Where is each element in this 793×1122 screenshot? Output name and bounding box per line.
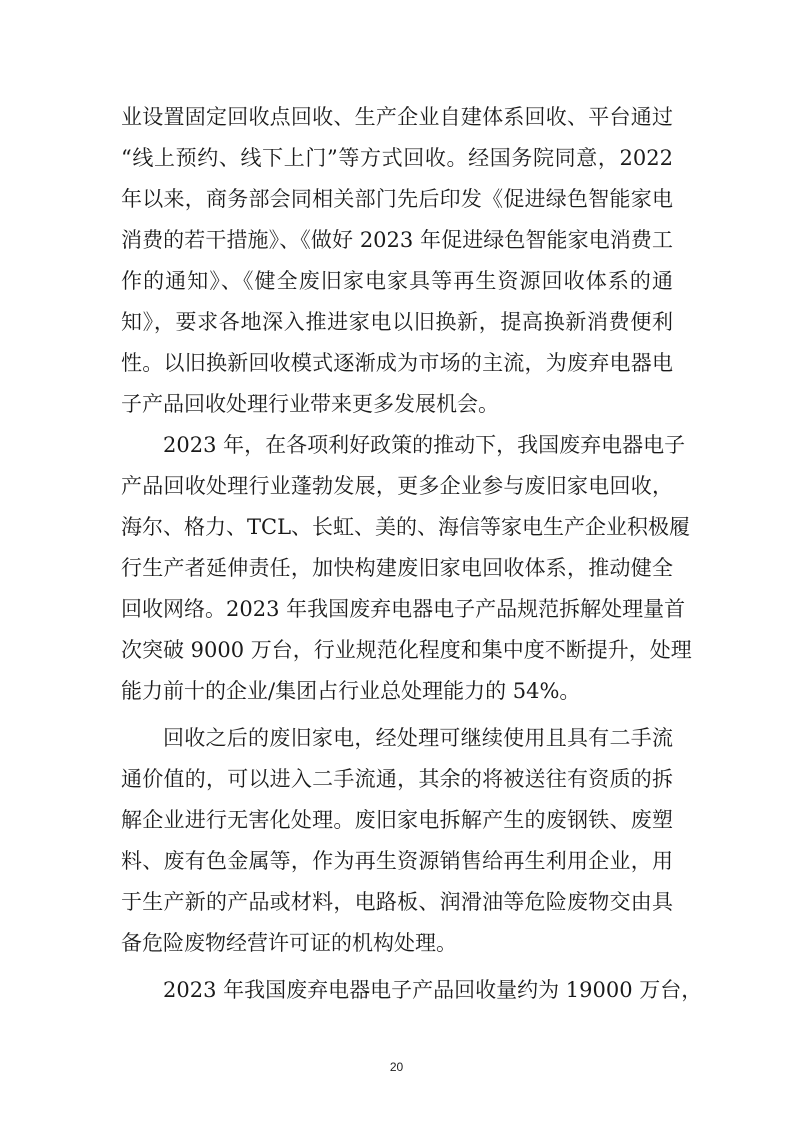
paragraph-1-line-7: 性。以旧换新回收模式逐渐成为市场的主流，为废弃电器电: [121, 351, 673, 375]
paragraph-1-line-5: 作的通知》、《健全废旧家电家具等再生资源回收体系的通: [121, 269, 673, 293]
paragraph-1-line-6: 知》，要求各地深入推进家电以旧换新，提高换新消费便利: [121, 310, 673, 334]
page-number: 20: [389, 1060, 404, 1074]
paragraph-2-line-2: 产品回收处理行业蓬勃发展，更多企业参与废旧家电回收，: [121, 474, 673, 498]
paragraph-2-line-1: 2023 年，在各项利好政策的推动下，我国废弃电器电子: [163, 433, 686, 457]
paragraph-2-line-6: 次突破 9000 万台，行业规范化程度和集中度不断提升，处理: [121, 638, 692, 662]
paragraph-4-line-1: 2023 年我国废弃电器电子产品回收量约为 19000 万台，: [163, 978, 703, 1002]
paragraph-3-line-2: 通价值的，可以进入二手流通，其余的将被送往有资质的拆: [121, 767, 673, 791]
paragraph-2-line-4: 行生产者延伸责任，加快构建废旧家电回收体系，推动健全: [121, 556, 673, 580]
paragraph-3-line-4: 料、废有色金属等，作为再生资源销售给再生利用企业，用: [121, 849, 673, 873]
paragraph-1-line-1: 业设置固定回收点回收、生产企业自建体系回收、平台通过: [121, 105, 673, 129]
paragraph-2-line-7: 能力前十的企业/集团占行业总处理能力的 54%。: [121, 679, 581, 703]
paragraph-3-line-1: 回收之后的废旧家电，经处理可继续使用且具有二手流: [163, 726, 673, 750]
paragraph-1-line-2: “线上预约、线下上门”等方式回收。经国务院同意，2022: [121, 146, 673, 170]
paragraph-3-line-3: 解企业进行无害化处理。废旧家电拆解产生的废钢铁、废塑: [121, 808, 673, 832]
paragraph-1-line-3: 年以来，商务部会同相关部门先后印发《促进绿色智能家电: [121, 187, 673, 211]
paragraph-1-line-8: 子产品回收处理行业带来更多发展机会。: [121, 392, 499, 416]
paragraph-3-line-6: 备危险废物经营许可证的机构处理。: [121, 931, 457, 955]
paragraph-3-line-5: 于生产新的产品或材料，电路板、润滑油等危险废物交由具: [121, 890, 673, 914]
paragraph-2-line-3: 海尔、格力、TCL、长虹、美的、海信等家电生产企业积极履: [121, 515, 691, 539]
paragraph-1-line-4: 消费的若干措施》、《做好 2023 年促进绿色智能家电消费工: [121, 228, 673, 252]
paragraph-2-line-5: 回收网络。2023 年我国废弃电器电子产品规范拆解处理量首: [121, 597, 686, 621]
